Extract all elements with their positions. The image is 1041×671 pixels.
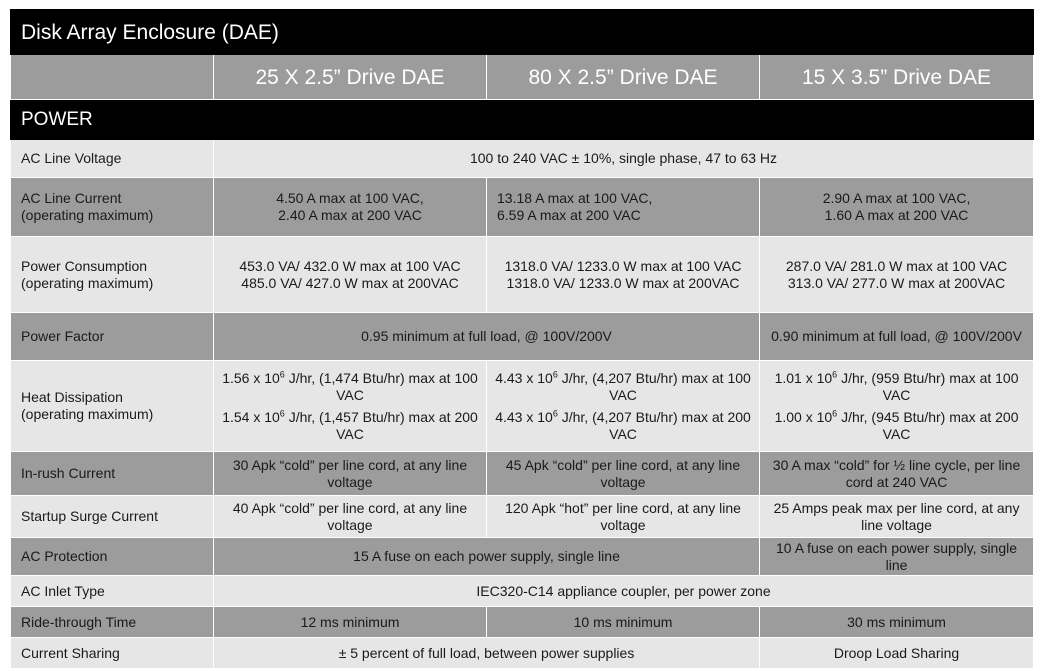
table-row (11, 607, 1034, 638)
cell-value: 25 Amps peak max per line cord, at any line voltage (760, 496, 1034, 538)
column-header-row (11, 55, 1034, 100)
cell-line: 453.0 VA/ 432.0 W max at 100 VAC (239, 257, 461, 274)
cell-value: 40 Apk “cold” per line cord, at any line voltage (214, 496, 487, 538)
cell-value: 10 A fuse on each power supply, single line (760, 538, 1034, 576)
cell-line: 2.40 A max at 200 VAC (278, 207, 422, 223)
cell-value: 0.90 minimum at full load, @ 100V/200V (760, 313, 1034, 361)
cell-line: 2.90 A max at 100 VAC, (822, 190, 971, 206)
header-blank-cell (11, 55, 214, 100)
cell-value: 15 A fuse on each power supply, single line (214, 538, 760, 576)
table-row (11, 178, 1034, 237)
cell-value: ± 5 percent of full load, between power supplies (214, 638, 760, 669)
cell-line: 1.60 A max at 200 VAC (824, 207, 969, 223)
cell-line: 313.0 VA/ 277.0 W max at 200VAC (787, 274, 1006, 291)
column-header-25x25: 25 X 2.5” Drive DAE (214, 55, 487, 100)
dae-spec-table (10, 9, 1034, 669)
column-header-80x25: 80 X 2.5” Drive DAE (487, 55, 760, 100)
column-header-15x35: 15 X 3.5” Drive DAE (760, 55, 1034, 100)
cell-value (214, 178, 487, 237)
cell-value: 45 Apk “cold” per line cord, at any line voltage (487, 452, 760, 496)
cell-value (487, 178, 760, 237)
cell-line: 6.59 A max at 200 VAC (497, 207, 641, 223)
table-row (11, 638, 1034, 669)
table-title: Disk Array Enclosure (DAE) (11, 10, 760, 55)
table-row (11, 361, 1034, 452)
cell-value: 10 ms minimum (487, 607, 760, 638)
row-label-line: AC Line Current (21, 190, 122, 206)
row-label-line: Power Consumption (21, 257, 148, 274)
cell-line: 1318.0 VA/ 1233.0 W max at 200VAC (506, 274, 740, 291)
cell-value (214, 361, 487, 452)
cell-line: 1.00 x $10^6$ J/hr, (945 Btu/hr) max at 200 VAC (774, 407, 1019, 442)
cell-value: 12 ms minimum (214, 607, 487, 638)
row-label: Power Factor (11, 313, 214, 361)
row-label-line: (operating maximum) (21, 274, 154, 291)
cell-value (760, 178, 1034, 237)
cell-line: 4.43 x $10^6$ J/hr, (4,207 Btu/hr) max at 200 VAC (495, 407, 751, 442)
row-label: Ride-through Time (11, 607, 214, 638)
cell-line: 1.54 x $10^6$ J/hr, (1,457 Btu/hr) max at 200 VAC (222, 407, 478, 442)
row-label (11, 361, 214, 452)
cell-value: 100 to 240 VAC ± 10%, single phase, 47 to 63 Hz (214, 140, 1034, 178)
section-title: POWER (11, 100, 760, 140)
row-label: AC Line Voltage (11, 140, 214, 178)
cell-value (760, 237, 1034, 313)
row-label-line: (operating maximum) (21, 406, 154, 422)
row-label: Current Sharing (11, 638, 214, 669)
cell-line: 13.18 A max at 100 VAC, (497, 190, 653, 206)
cell-value: 30 A max “cold” for ½ line cycle, per line cord at 240 VAC (760, 452, 1034, 496)
title-row (11, 10, 1034, 55)
row-label: Startup Surge Current (11, 496, 214, 538)
cell-value (760, 361, 1034, 452)
row-label: In-rush Current (11, 452, 214, 496)
section-row-spacer (760, 100, 1034, 140)
cell-line: 4.43 x $10^6$ J/hr, (4,207 Btu/hr) max at 100 VAC (495, 368, 751, 403)
cell-value: 120 Apk “hot” per line cord, at any line voltage (487, 496, 760, 538)
table-row (11, 496, 1034, 538)
cell-line: 1.01 x $10^6$ J/hr, (959 Btu/hr) max at 100 VAC (774, 368, 1019, 403)
cell-line: 1318.0 VA/ 1233.0 W max at 100 VAC (504, 257, 742, 274)
row-label (11, 178, 214, 237)
table-row (11, 237, 1034, 313)
cell-line: 287.0 VA/ 281.0 W max at 100 VAC (785, 257, 1008, 274)
title-row-spacer (760, 10, 1034, 55)
table-row (11, 452, 1034, 496)
cell-value (214, 237, 487, 313)
table-row (11, 576, 1034, 607)
cell-value (487, 237, 760, 313)
row-label (11, 237, 214, 313)
cell-value: 30 Apk “cold” per line cord, at any line voltage (214, 452, 487, 496)
cell-line: 485.0 VA/ 427.0 W max at 200VAC (241, 274, 459, 291)
cell-value: 30 ms minimum (760, 607, 1034, 638)
row-label: AC Inlet Type (11, 576, 214, 607)
section-row (11, 100, 1034, 140)
row-label-line: Heat Dissipation (21, 389, 123, 405)
cell-value (487, 361, 760, 452)
row-label: AC Protection (11, 538, 214, 576)
cell-value: IEC320-C14 appliance coupler, per power zone (214, 576, 1034, 607)
table-row (11, 313, 1034, 361)
cell-line: 1.56 x $10^6$ J/hr, (1,474 Btu/hr) max at 100 VAC (222, 368, 478, 403)
cell-line: 4.50 A max at 100 VAC, (276, 190, 424, 206)
cell-value: Droop Load Sharing (760, 638, 1034, 669)
table-row (11, 538, 1034, 576)
table-row (11, 140, 1034, 178)
cell-value: 0.95 minimum at full load, @ 100V/200V (214, 313, 760, 361)
row-label-line: (operating maximum) (21, 207, 154, 223)
